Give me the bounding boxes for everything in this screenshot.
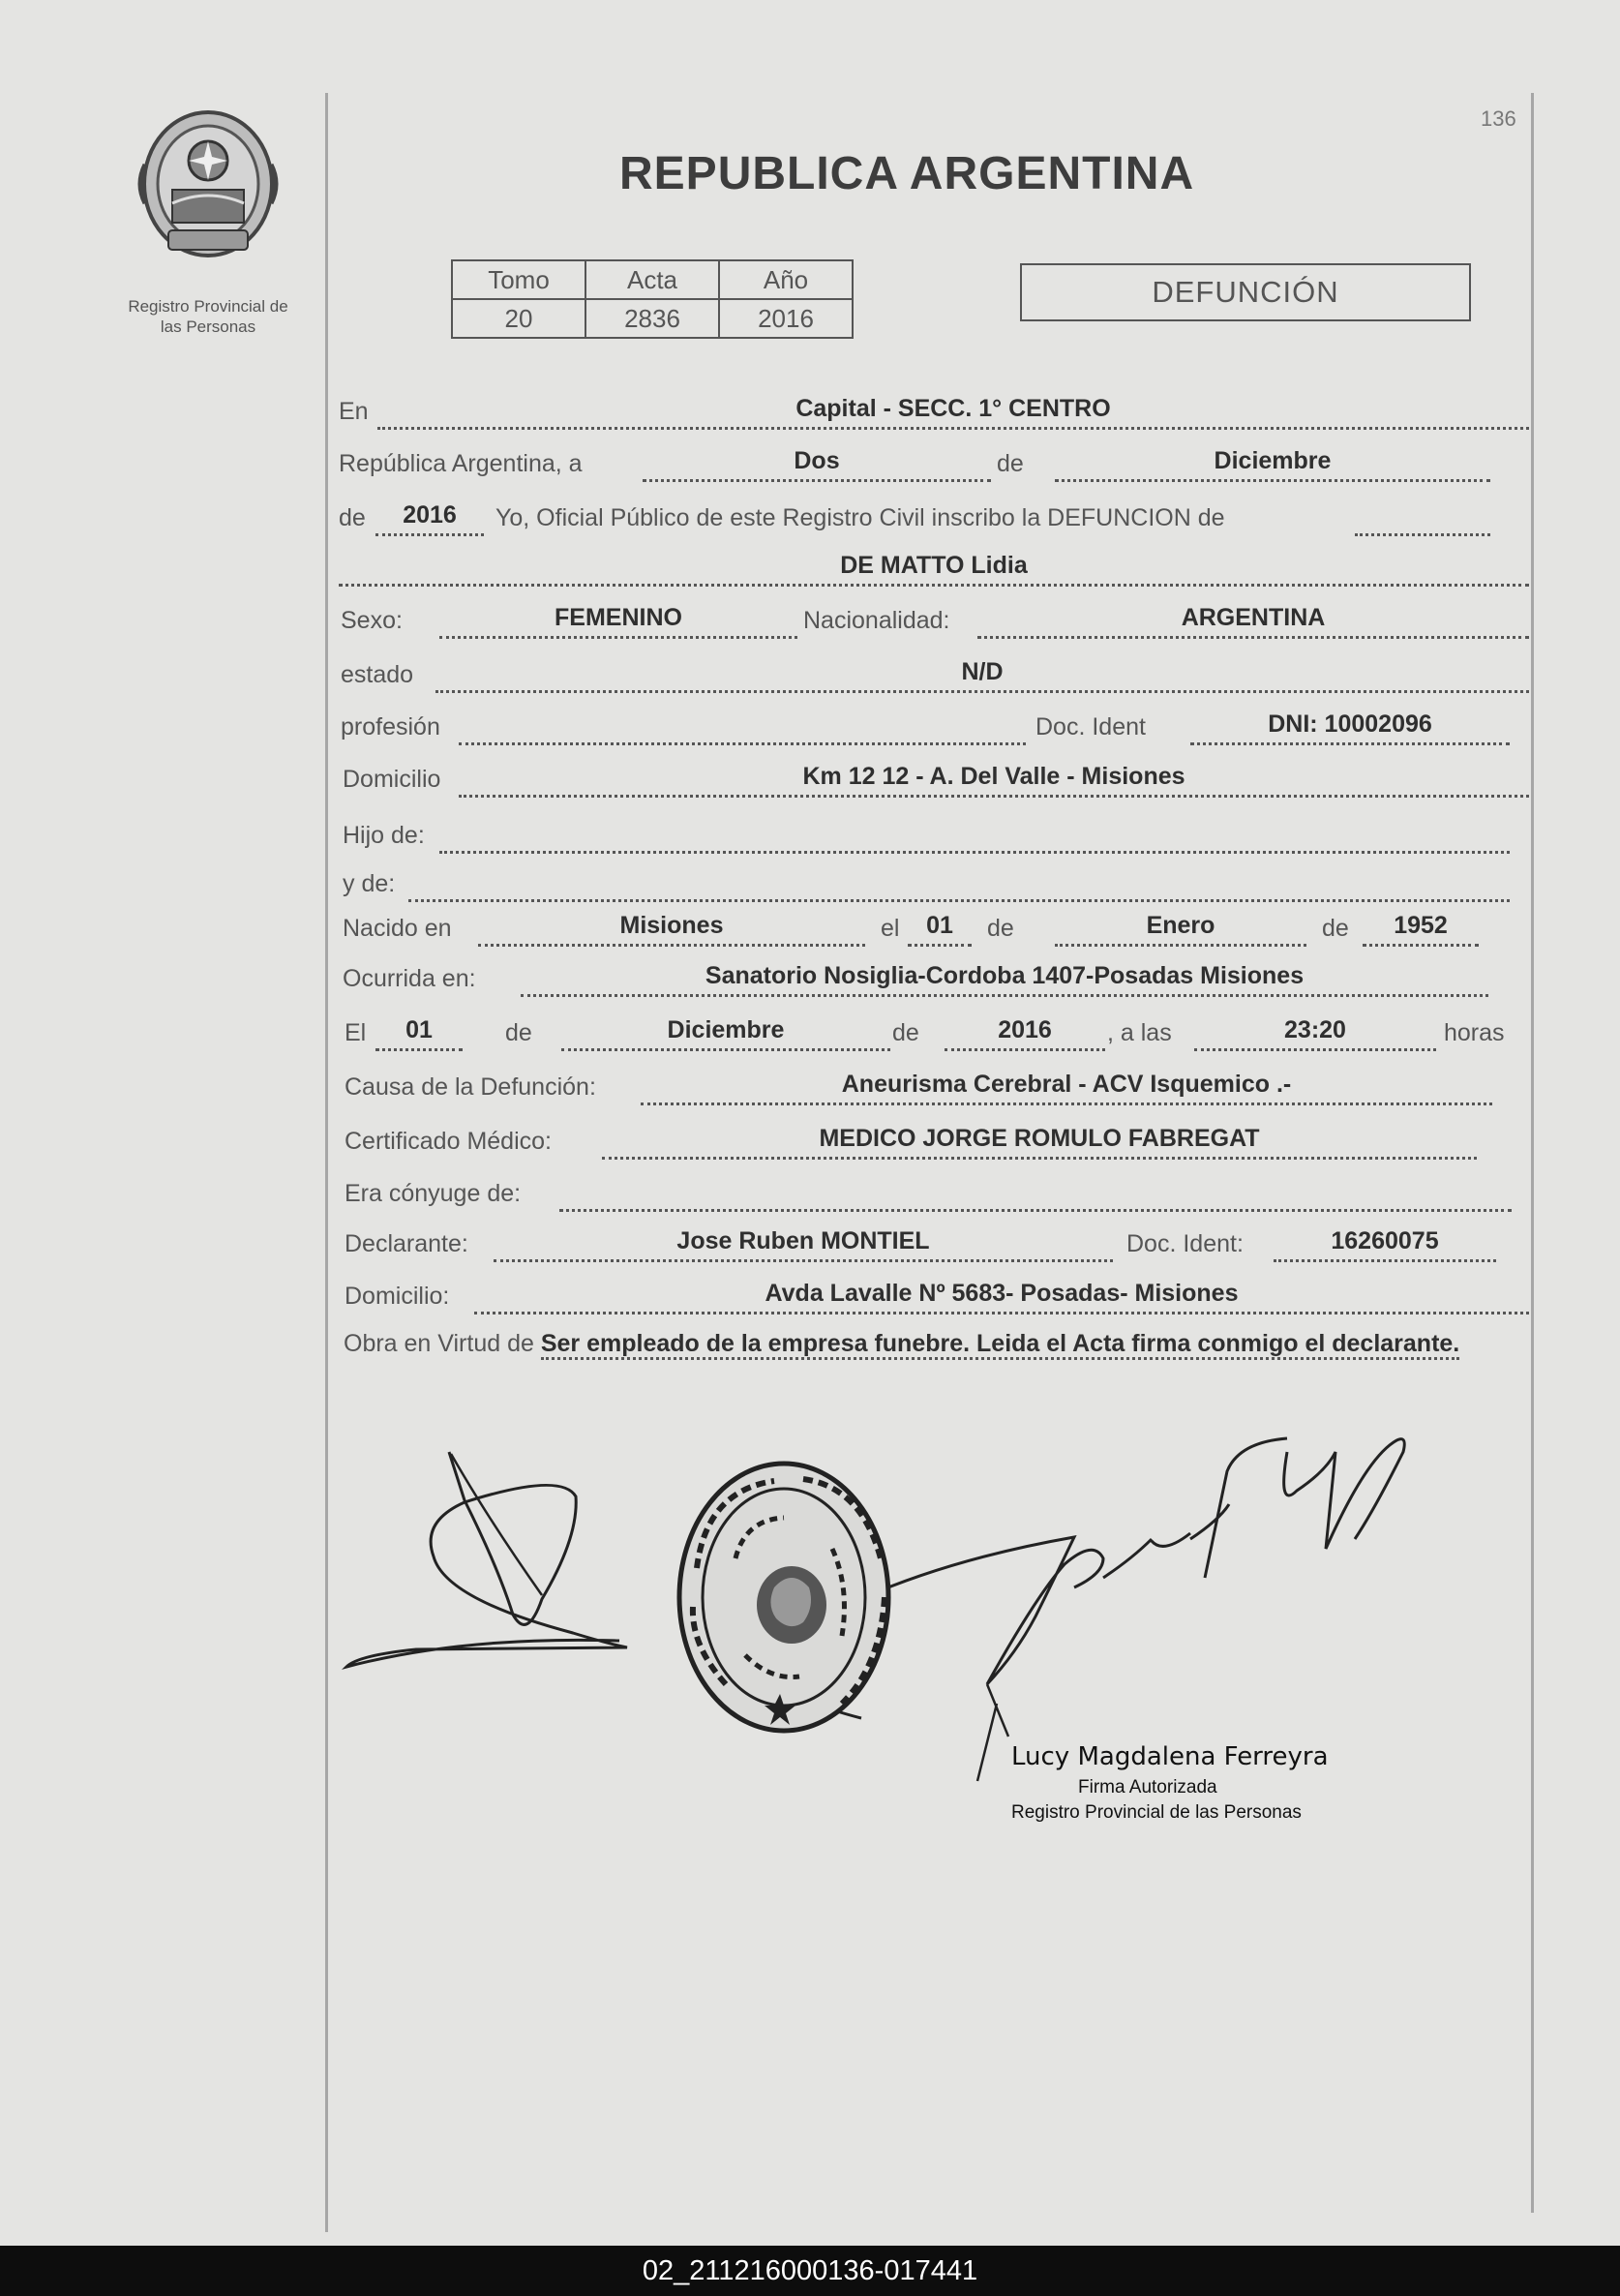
nacionalidad-label: Nacionalidad:	[803, 607, 950, 634]
left-margin-line	[325, 93, 328, 2232]
tomo-value: 20	[452, 299, 585, 338]
row-date	[339, 447, 1531, 480]
muerte-de-label: de	[505, 1019, 532, 1046]
domicilio-label: Domicilio	[343, 766, 441, 793]
nacido-de2-label: de	[1322, 915, 1349, 942]
record-type-box: DEFUNCIÓN	[1020, 263, 1471, 321]
doc2-value: 16260075	[1274, 1224, 1496, 1262]
place-value: Capital - SECC. 1° CENTRO	[377, 391, 1529, 430]
page-number: 136	[1481, 106, 1516, 131]
conyuge-label: Era cónyuge de:	[345, 1180, 522, 1207]
row-domicilio2	[339, 1280, 1531, 1313]
domicilio2-value: Avda Lavalle Nº 5683- Posadas- Misiones	[474, 1276, 1529, 1314]
row-yde	[339, 867, 1531, 900]
year-prefix-label: de	[339, 504, 366, 531]
day-value: Dos	[643, 443, 991, 482]
el-label: el	[881, 915, 900, 942]
muerte-anio-value: 2016	[945, 1012, 1105, 1051]
deceased-name: DE MATTO Lidia	[339, 548, 1529, 587]
alas-label: , a las	[1107, 1019, 1172, 1046]
signer-name: Lucy Magdalena Ferreyra	[1011, 1742, 1329, 1771]
row-conyuge	[339, 1177, 1531, 1210]
hijo-value	[439, 815, 1510, 854]
signer-role: Firma Autorizada	[1078, 1777, 1217, 1798]
registry-name-line1: Registro Provincial de	[128, 297, 288, 316]
misiones-coat-of-arms-icon	[135, 106, 281, 261]
tomo-label: Tomo	[452, 260, 585, 299]
muerte-hora-value: 23:20	[1194, 1012, 1436, 1051]
nacido-lugar-value: Misiones	[478, 908, 865, 947]
officer-signature-tail-icon	[977, 1684, 1008, 1781]
declarante-label: Declarante:	[345, 1230, 468, 1257]
nacido-label: Nacido en	[343, 915, 452, 942]
yde-value	[408, 863, 1510, 902]
row-sex-nationality	[339, 604, 1531, 637]
signer-office: Registro Provincial de las Personas	[1011, 1802, 1302, 1823]
obra-label: Obra en Virtud de	[344, 1330, 534, 1357]
declarant-signature-stroke-icon	[451, 1454, 542, 1595]
profesion-value	[459, 707, 1026, 745]
row-certificado	[339, 1125, 1531, 1158]
acta-label: Acta	[585, 260, 719, 299]
declarante-value: Jose Ruben MONTIEL	[494, 1224, 1113, 1262]
estado-value: N/D	[435, 654, 1529, 693]
nacionalidad-value: ARGENTINA	[977, 600, 1529, 639]
obra-value: Ser empleado de la empresa funebre. Leida el Acta firma conmigo el declarante.	[541, 1330, 1459, 1360]
doc2-label: Doc. Ident:	[1126, 1230, 1244, 1257]
registry-name-line2: las Personas	[160, 317, 256, 336]
horas-label: horas	[1444, 1019, 1505, 1046]
republica-label: República Argentina, a	[339, 450, 583, 477]
row-declarante	[339, 1227, 1531, 1260]
row-hijo	[339, 819, 1531, 852]
hijo-label: Hijo de:	[343, 822, 425, 849]
provincial-seal	[97, 106, 319, 337]
month-value: Diciembre	[1055, 443, 1490, 482]
row-fecha-defuncion	[339, 1016, 1548, 1049]
muerte-mes-value: Diciembre	[561, 1012, 890, 1051]
domicilio2-label: Domicilio:	[345, 1283, 450, 1310]
doc-value: DNI: 10002096	[1190, 707, 1510, 745]
document-title: REPUBLICA ARGENTINA	[619, 148, 1195, 199]
causa-label: Causa de la Defunción:	[345, 1073, 596, 1101]
year-value: 2016	[375, 498, 484, 536]
acta-value: 2836	[585, 299, 719, 338]
sexo-value: FEMENINO	[439, 600, 797, 639]
anio-label: Año	[719, 260, 853, 299]
profesion-label: profesión	[341, 713, 440, 740]
domicilio-value: Km 12 12 - A. Del Valle - Misiones	[459, 759, 1529, 798]
conyuge-value	[559, 1173, 1512, 1212]
certificado-label: Certificado Médico:	[345, 1128, 552, 1155]
row-officer	[339, 501, 1531, 534]
declarant-signature-icon	[346, 1452, 627, 1667]
row-estado	[339, 658, 1531, 691]
row-profesion	[339, 710, 1531, 743]
officer-trailing-line	[1355, 498, 1490, 536]
causa-value: Aneurisma Cerebral - ACV Isquemico .-	[641, 1067, 1492, 1105]
certificado-value: MEDICO JORGE ROMULO FABREGAT	[602, 1121, 1477, 1160]
row-ocurrida	[339, 962, 1531, 995]
nacido-dia-value: 01	[908, 908, 972, 947]
signature-area	[319, 1394, 1539, 1839]
en-label: En	[339, 398, 369, 425]
row-nacido	[339, 912, 1531, 945]
right-margin-line	[1531, 93, 1534, 2213]
officer-text: Yo, Oficial Público de este Registro Civil inscribo la DEFUNCION de	[495, 504, 1225, 531]
ocurrida-label: Ocurrida en:	[343, 965, 476, 992]
doc-label: Doc. Ident	[1035, 713, 1146, 740]
nacido-de-label: de	[987, 915, 1014, 942]
row-place	[339, 395, 1531, 428]
muerte-dia-value: 01	[375, 1012, 463, 1051]
row-deceased	[339, 552, 1531, 585]
estado-label: estado	[341, 661, 414, 688]
anio-value: 2016	[719, 299, 853, 338]
nacido-anio-value: 1952	[1363, 908, 1479, 947]
ocurrida-value: Sanatorio Nosiglia-Cordoba 1407-Posadas Misiones	[521, 958, 1488, 997]
muerte-de2-label: de	[892, 1019, 919, 1046]
tomo-acta-table	[451, 259, 854, 339]
obra-en-virtud	[344, 1324, 1530, 1363]
el2-label: El	[345, 1019, 367, 1046]
row-causa	[339, 1071, 1531, 1103]
yde-label: y de:	[343, 870, 396, 897]
nacido-mes-value: Enero	[1055, 908, 1306, 947]
row-domicilio	[339, 763, 1531, 796]
scan-id-bar: 02_211216000136-017441	[0, 2246, 1620, 2296]
sexo-label: Sexo:	[341, 607, 403, 634]
registry-stamp-icon	[679, 1464, 888, 1731]
de-label: de	[997, 450, 1024, 477]
